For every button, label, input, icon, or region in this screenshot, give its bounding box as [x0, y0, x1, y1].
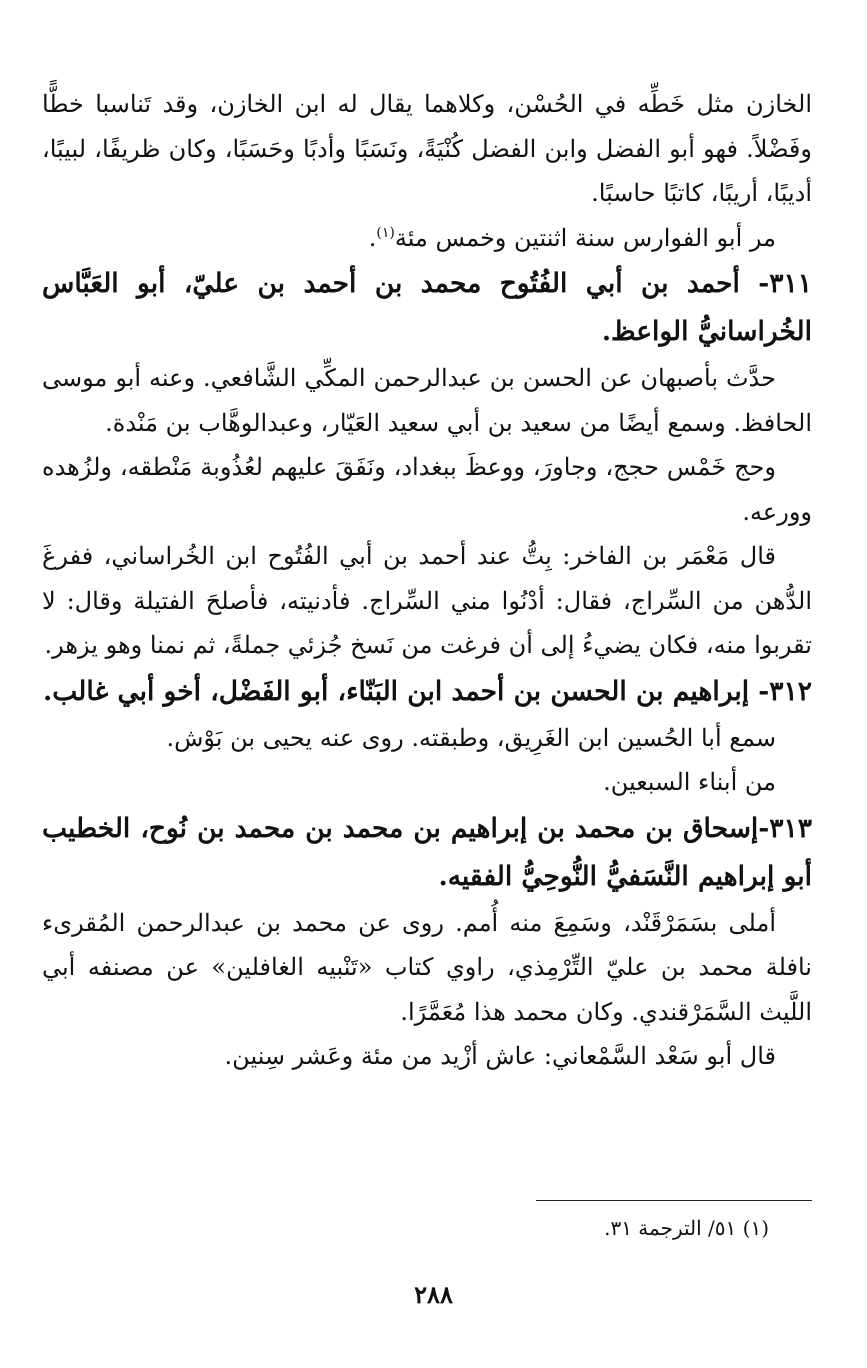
paragraph-8: سمع أبا الحُسين ابن الغَرِيق، وطبقته. روى عنه يحيى بن بَوْش.: [166, 723, 776, 752]
page-number: ٢٨٨: [414, 1280, 453, 1309]
paragraph-11: أملى بسَمَرْقَنْد، وسَمِعَ منه أُمم. روى عن محمد بن عبدالرحمن المُقرىء نافلة محمد بن عليّ التِّرْمِذي، راوي كتاب «تَنْبيه الغافلين» عن مصنفه أبي اللَّيث السَّمَرْقندي. وكان محمد هذا مُعَمَّرًا.: [42, 908, 812, 1026]
footnote-1: (١) ٥١/ الترجمة ٣١.: [604, 1216, 769, 1240]
paragraph-2-text: مر أبو الفوارس سنة اثنتين وخمس مئة: [394, 223, 776, 252]
entry-title-312: ٣١٢- إبراهيم بن الحسن بن أحمد ابن البَنّاء، أبو الفَضْل، أخو أبي غالب.: [43, 675, 812, 707]
paragraph-12: قال أبو سَعْد السَّمْعاني: عاش أزْيد من مئة وعَشر سِنين.: [224, 1042, 776, 1070]
paragraph-9: من أبناء السبعين.: [603, 768, 776, 796]
page-body: [42, 82, 812, 1079]
entry-title-311: ٣١١- أحمد بن أبي الفُتُوح محمد بن أحمد بن عليّ، أبو العَبَّاس الخُراسانيُّ الواعظ.: [42, 268, 812, 347]
paragraph-5: وحج خَمْس حجج، وجاورَ، ووعظَ ببغداد، ونَفَقَ عليهم لعُذُوبة مَنْطقه، ولزُهده وورعه.: [42, 453, 812, 526]
footnote-reference-1[interactable]: (١): [376, 224, 395, 241]
paragraph-2-end: .: [368, 223, 377, 252]
paragraph-4: حدَّث بأصبهان عن الحسن بن عبدالرحمن المكِّي الشَّافعي. وعنه أبو موسى الحافظ. وسمع أيضًا من سعيد بن أبي سعيد العَيّار، وعبدالوهَّاب بن مَنْدة.: [42, 364, 812, 437]
paragraph-1: الخازن مثل خَطِّه في الحُسْن، وكلاهما يقال له ابن الخازن، وقد تَناسبا خطًّا وفَضْلاً. فهو أبو الفضل وابن الفضل كُنْيَةً، ونَسَبًا وأدبًا وحَسَبًا، وكان ظريفًا، لبيبًا، أديبًا، أريبًا، كاتبًا حاسبًا.: [42, 90, 812, 207]
paragraph-6: قال مَعْمَر بن الفاخر: بِتُّ عند أحمد بن أبي الفُتُوح ابن الخُراساني، ففرغَ الدُّهن من السِّراج، فقال: أدْنُوا مني السِّراج. فأدنيته، فأصلحَ الفتيلة وقال: لا تقربوا منه، فكان يضيءُ إلى أن فرغت من نَسخ جُزئي جملةً، ثم نمنا وهو يزهر.: [42, 542, 812, 659]
footnote-divider: [536, 1200, 812, 1201]
entry-title-313: ٣١٣-إسحاق بن محمد بن إبراهيم بن محمد بن محمد بن نُوح، الخطيب أبو إبراهيم النَّسَفيُّ النُّوحِيُّ الفقيه.: [42, 812, 812, 892]
paragraph-2: [42, 216, 812, 261]
